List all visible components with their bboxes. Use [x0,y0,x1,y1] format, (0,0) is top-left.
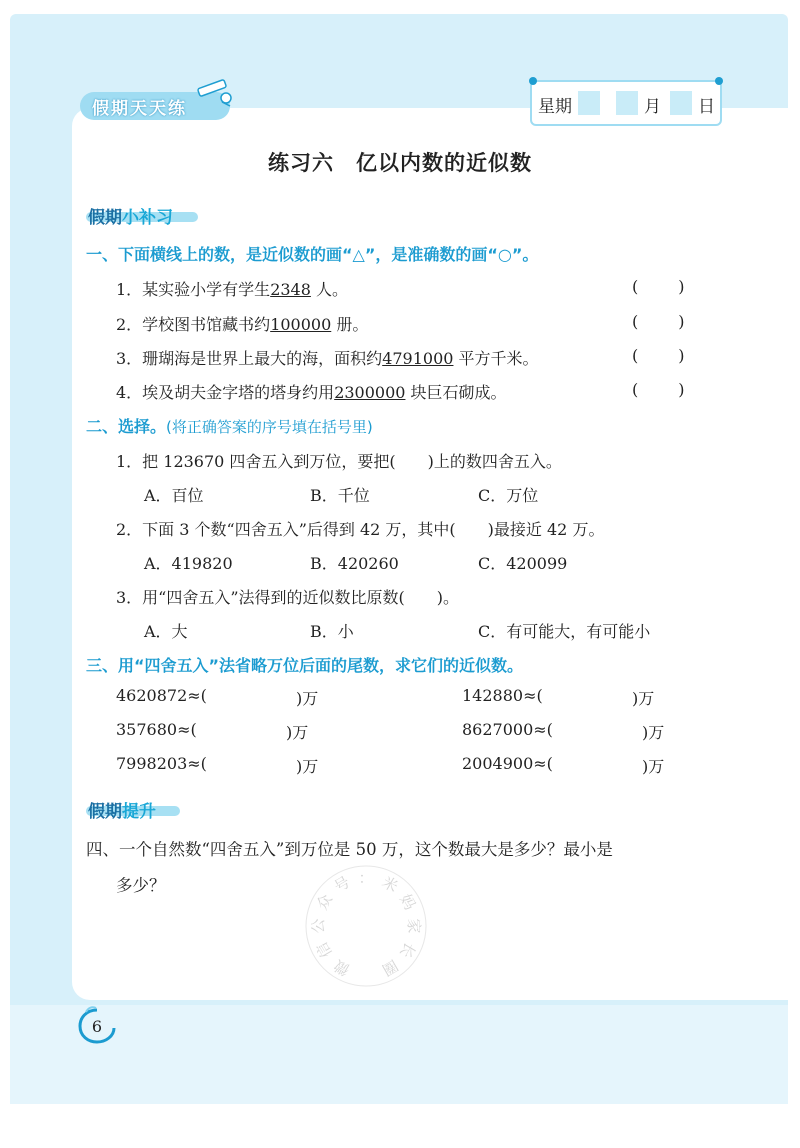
q3-left-1: 4620872≈( [116,686,207,705]
brand-label: 假期天天练 [80,92,230,120]
q2-item-1-stem: 1．把 123670 四舍五入到万位，要把( )上的数四舍五入。 [116,452,562,471]
q2-item-1-option-c: C．万位 [478,486,539,505]
q2-item-2-stem: 2．下面 3 个数“四舍五入”后得到 42 万，其中( )最接近 42 万。 [116,520,605,539]
weekday-field[interactable] [578,91,600,115]
q2-item-3-option-c: C．有可能大，有可能小 [478,622,651,641]
q3-left-3: 7998203≈( [116,754,207,773]
q2-item-2-option-c: C．420099 [478,554,568,573]
page-footer-band [10,1005,788,1104]
question-4-line-1: 四、一个自然数“四舍五入”到万位是 50 万，这个数最大是多少？最小是 [86,840,613,859]
watermark-char: 长 [396,938,420,962]
answer-parens[interactable]: ( ) [632,380,685,399]
section-part2: 提升 [122,802,156,822]
pin-icon [715,77,723,85]
watermark-char: 圈 [378,956,402,980]
q2-item-3-option-a: A．大 [144,622,188,641]
q2-item-1-option-a: A．百位 [144,486,204,505]
q3-right-2-end: )万 [642,723,665,742]
watermark-char: 微 [330,956,354,980]
question-2-heading: 二、选择。(将正确答案的序号填在括号里) [86,417,373,436]
watermark-char: 号 [330,872,354,896]
q2-item-2-option-b: B．420260 [310,554,399,573]
page-number-badge [78,1006,116,1044]
section-heading-review [88,203,173,228]
q3-left-2: 357680≈( [116,720,197,739]
q1-item-4: 4．埃及胡夫金字塔的塔身约用2300000 块巨石砌成。 [116,383,507,402]
watermark-char: ： [358,869,374,887]
watermark-char: 众 [312,890,336,914]
question-1-heading: 一、下面横线上的数，是近似数的画“△”，是准确数的画“○”。 [86,245,539,264]
date-box [530,80,722,126]
answer-parens[interactable]: ( ) [632,346,685,365]
section-part2: 小补习 [122,208,173,228]
q1-item-2: 2．学校图书馆藏书约100000 册。 [116,315,369,334]
q3-left-3-end: )万 [296,757,319,776]
q3-left-1-end: )万 [296,689,319,708]
answer-parens[interactable]: ( ) [632,312,685,331]
answer-parens[interactable]: ( ) [632,277,685,296]
section-heading-advance [88,797,156,822]
pin-icon [529,77,537,85]
page-title: 练习六 亿以内数的近似数 [268,151,532,175]
watermark-char: 米 [378,872,402,896]
q3-left-2-end: )万 [286,723,309,742]
watermark-char: 妈 [396,890,420,914]
q2-item-3-stem: 3．用“四舍五入”法得到的近似数比原数( )。 [116,588,460,607]
watermark-stamp [300,860,432,992]
q3-right-3: 2004900≈( [462,754,553,773]
q1-item-3: 3．珊瑚海是世界上最大的海，面积约4791000 平方千米。 [116,349,539,368]
q2-item-3-option-b: B．小 [310,622,354,641]
question-4-line-2: 多少？ [116,876,166,895]
section-part1: 假期 [88,802,122,822]
q3-right-3-end: )万 [642,757,665,776]
q2-item-1-option-b: B．千位 [310,486,370,505]
pencil-icon [192,78,236,108]
q3-right-1-end: )万 [632,689,655,708]
day-field[interactable] [670,91,692,115]
q3-right-1: 142880≈( [462,686,543,705]
watermark-char: 公 [309,918,327,934]
q3-right-2: 8627000≈( [462,720,553,739]
watermark-char: 家 [405,918,423,934]
section-part1: 假期 [88,208,122,228]
watermark-char: 信 [312,938,336,962]
weekday-label: 星期 [538,97,572,117]
q1-item-1: 1．某实验小学有学生2348 人。 [116,280,349,299]
page-number: 6 [91,1017,103,1036]
month-label: 月 [644,97,661,117]
q2-item-2-option-a: A．419820 [144,554,233,573]
month-field[interactable] [616,91,638,115]
day-label: 日 [698,97,715,117]
question-3-heading: 三、用“四舍五入”法省略万位后面的尾数，求它们的近似数。 [86,656,524,675]
